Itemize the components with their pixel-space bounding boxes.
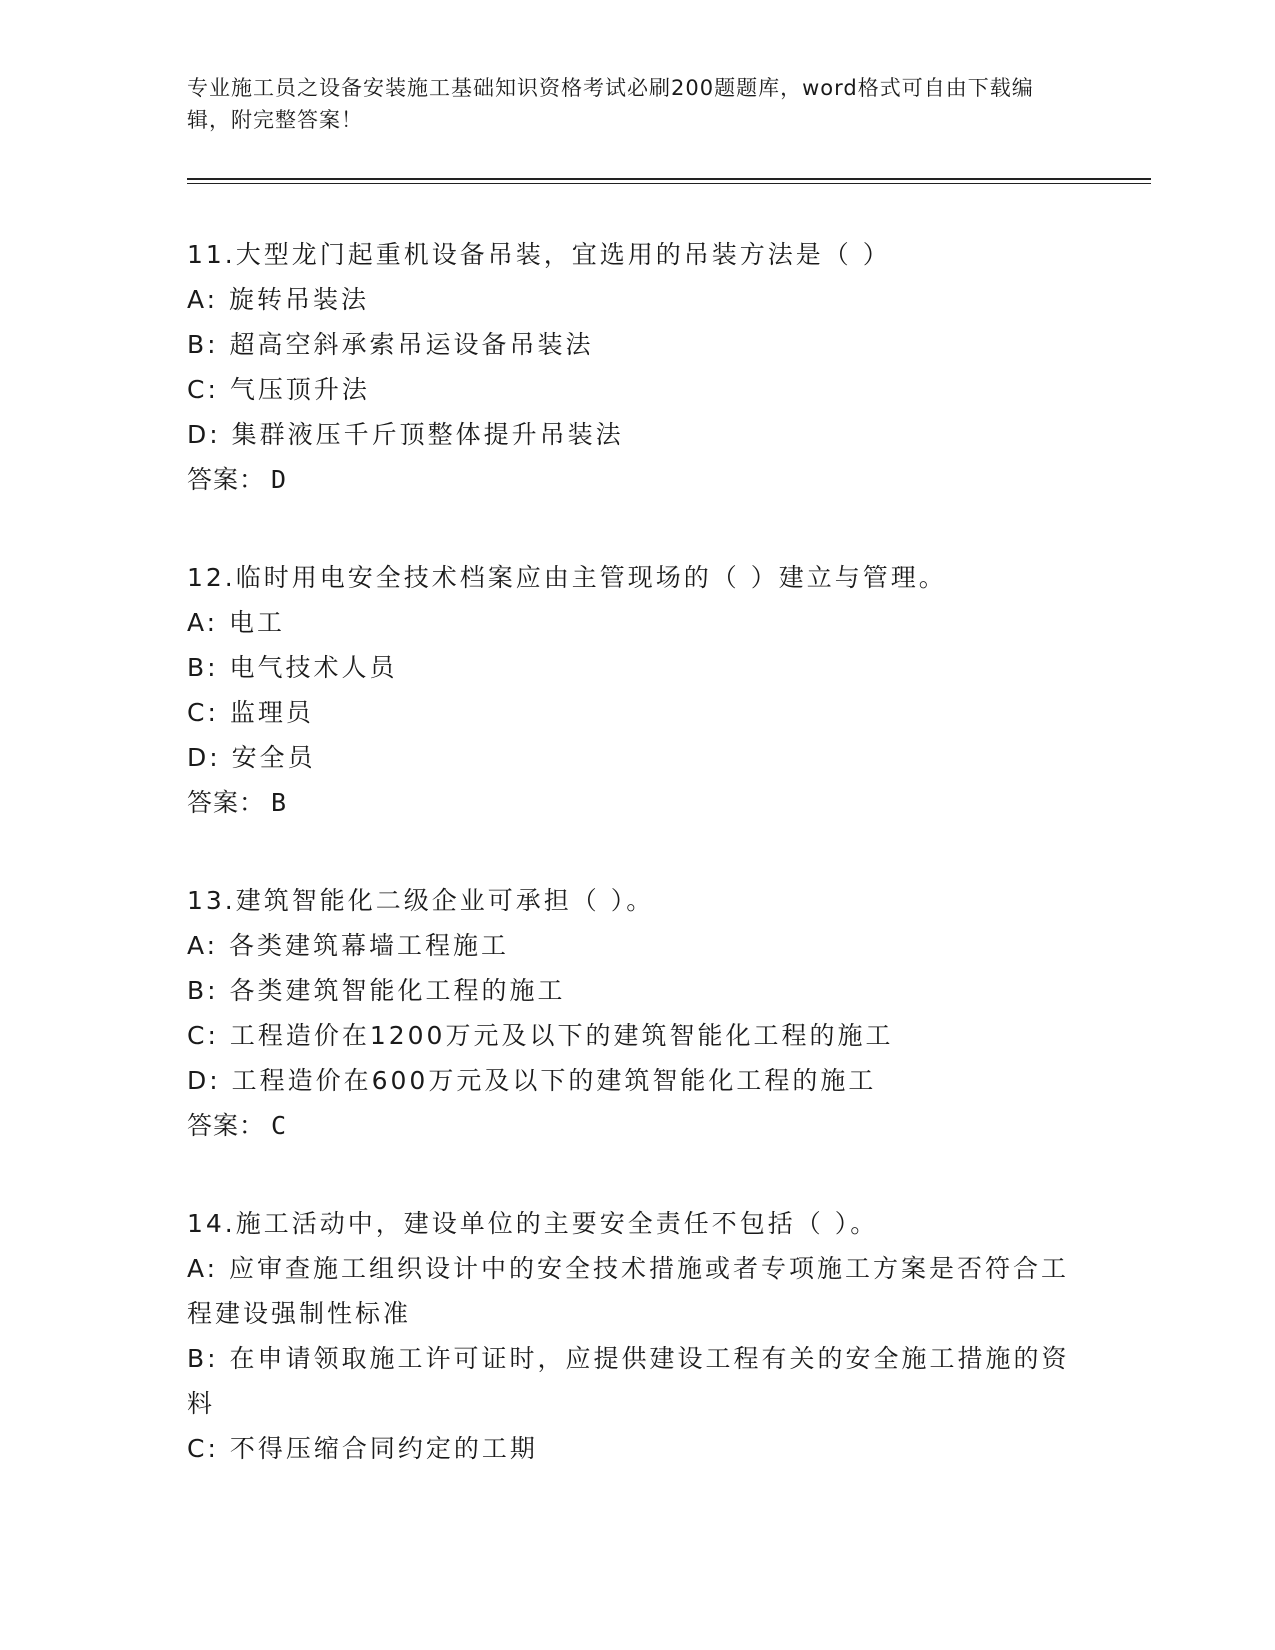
question-stem: 13.建筑智能化二级企业可承担（ ）。 xyxy=(187,886,655,915)
option-c: C: 不得压缩合同约定的工期 xyxy=(187,1434,538,1463)
option-d: D: 安全员 xyxy=(187,743,316,772)
question-stem: 14.施工活动中，建设单位的主要安全责任不包括（ ）。 xyxy=(187,1209,879,1238)
question-list xyxy=(187,232,1087,1524)
question-12 xyxy=(187,555,1087,825)
answer-label: 答案： xyxy=(187,788,266,817)
option-a: A: 电工 xyxy=(187,608,286,637)
answer-value: B xyxy=(271,788,288,817)
answer-label: 答案： xyxy=(187,1111,266,1140)
header-divider-thin xyxy=(187,183,1151,184)
header-divider-thick xyxy=(187,178,1151,180)
question-13 xyxy=(187,878,1087,1148)
answer-line xyxy=(187,1103,1087,1148)
answer-line xyxy=(187,780,1087,825)
option-a: A: 各类建筑幕墙工程施工 xyxy=(187,931,510,960)
option-a: A: 旋转吊装法 xyxy=(187,285,370,314)
document-header: 专业施工员之设备安装施工基础知识资格考试必刷200题题库，word格式可自由下载编辑，附完整答案！ xyxy=(187,76,1034,132)
question-stem: 11.大型龙门起重机设备吊装，宜选用的吊装方法是（ ） xyxy=(187,240,891,269)
option-b: B: 电气技术人员 xyxy=(187,653,398,682)
answer-label: 答案： xyxy=(187,465,266,494)
option-b: B: 在申请领取施工许可证时，应提供建设工程有关的安全施工措施的资料 xyxy=(187,1344,1070,1418)
question-14 xyxy=(187,1201,1087,1471)
option-c: C: 气压顶升法 xyxy=(187,375,370,404)
answer-value: C xyxy=(271,1111,288,1140)
answer-value: D xyxy=(271,465,288,494)
option-c: C: 工程造价在1200万元及以下的建筑智能化工程的施工 xyxy=(187,1021,894,1050)
option-b: B: 各类建筑智能化工程的施工 xyxy=(187,976,566,1005)
option-c: C: 监理员 xyxy=(187,698,314,727)
answer-line xyxy=(187,457,1087,502)
option-d: D: 工程造价在600万元及以下的建筑智能化工程的施工 xyxy=(187,1066,877,1095)
option-a: A: 应审查施工组织设计中的安全技术措施或者专项施工方案是否符合工程建设强制性标准 xyxy=(187,1254,1070,1328)
option-d: D: 集群液压千斤顶整体提升吊装法 xyxy=(187,420,624,449)
option-b: B: 超高空斜承索吊运设备吊装法 xyxy=(187,330,594,359)
question-stem: 12.临时用电安全技术档案应由主管现场的（ ）建立与管理。 xyxy=(187,563,947,592)
question-11 xyxy=(187,232,1087,502)
